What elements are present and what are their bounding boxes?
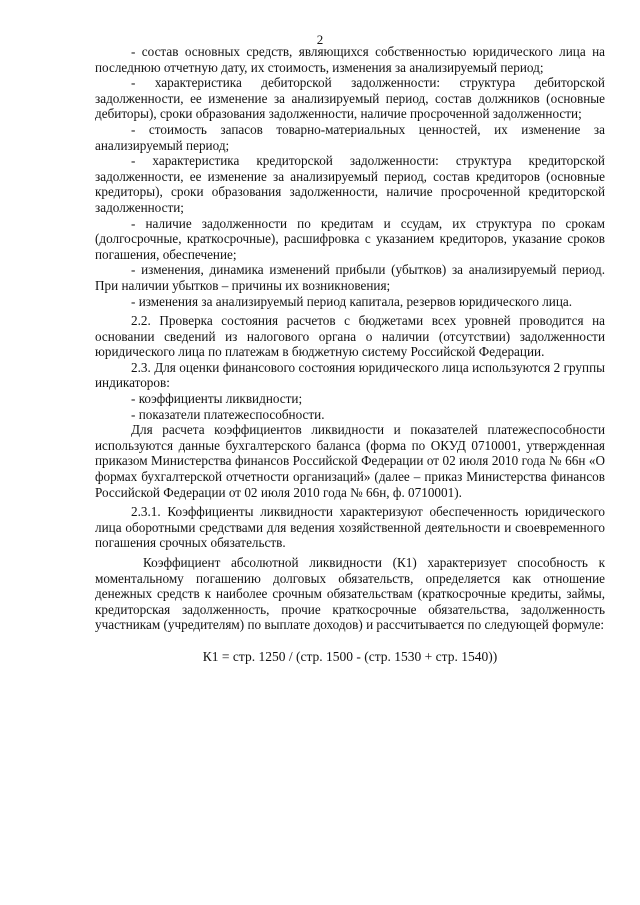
list-item-liquidity: - коэффициенты ликвидности;: [131, 391, 303, 407]
paragraph-capital: - изменения за анализируемый период капитала, резервов юридического лица.: [131, 293, 573, 309]
paragraph-payables: - характеристика кредиторской задолженности: структура кредиторской задолженности, ее изменение за анализируемый период, состав кредиторов (основные кредиторы), сроки образования задолженности, наличие просроченной кредиторской задолженности;: [95, 153, 605, 215]
paragraph-profit: - изменения, динамика изменений прибыли (убытков) за анализируемый период. При наличии убытков – причины их возникновения;: [95, 262, 605, 293]
paragraph-2-3: 2.3. Для оценки финансового состояния юридического лица используются 2 группы индикаторов:: [95, 359, 605, 391]
paragraph-loans: - наличие задолженности по кредитам и ссудам, их структура по срокам (долгосрочные, краткосрочные), расшифровка с указанием кредиторов, указание сроков погашения, обеспечение;: [95, 215, 605, 262]
paragraph-2-3-1: 2.3.1. Коэффициенты ликвидности характеризуют обеспеченность юридического лица оборотными средствами для ведения хозяйственной деятельности и своевременного погашения срочных обязательств.: [95, 504, 605, 551]
formula-k1: К1 = стр. 1250 / (стр. 1500 - (стр. 1530 + стр. 1540)): [202, 648, 498, 664]
paragraph-receivables: - характеристика дебиторской задолженности: структура дебиторской задолженности, ее изменение за анализируемый период, состав должников (основные дебиторы), сроки образования задолженности, наличие просроченной задолженности;: [95, 75, 605, 122]
list-item-solvency: - показатели платежеспособности.: [131, 406, 325, 422]
document-body: [95, 44, 605, 665]
paragraph-k1-definition: Коэффициент абсолютной ликвидности (К1) характеризует способность к моментальному погашению долговых обязательств, определяется как отношение денежных средств к наиболее срочным обязательствам (краткосрочные кредиты, займы, кредиторская задолженность, прочие краткосрочные обязательства, задолженность участникам (учредителям) по выплате доходов) и рассчитывается по следующей формуле:: [95, 555, 605, 633]
paragraph-fixed-assets: - состав основных средств, являющихся собственностью юридического лица на последнюю отчетную дату, их стоимость, изменения за анализируемый период;: [95, 44, 605, 75]
paragraph-balance-data: Для расчета коэффициентов ликвидности и показателей платежеспособности используются данные бухгалтерского баланса (форма по ОКУД 0710001, утвержденная приказом Министерства финансов Российской Федерации от 02 июля 2010 года № 66н «О формах бухгалтерской отчетности организаций» (далее – приказ Министерства финансов Российской Федерации от 02 июля 2010 года № 66н, ф. 0710001).: [95, 422, 605, 500]
page-number: 2: [316, 32, 324, 47]
paragraph-inventory: - стоимость запасов товарно-материальных ценностей, их изменение за анализируемый период;: [95, 121, 605, 153]
paragraph-2-2: 2.2. Проверка состояния расчетов с бюджетами всех уровней проводится на основании сведений из налогового органа о наличии (отсутствии) задолженности юридического лица по платежам в бюджетную систему Российской Федерации.: [95, 313, 605, 360]
